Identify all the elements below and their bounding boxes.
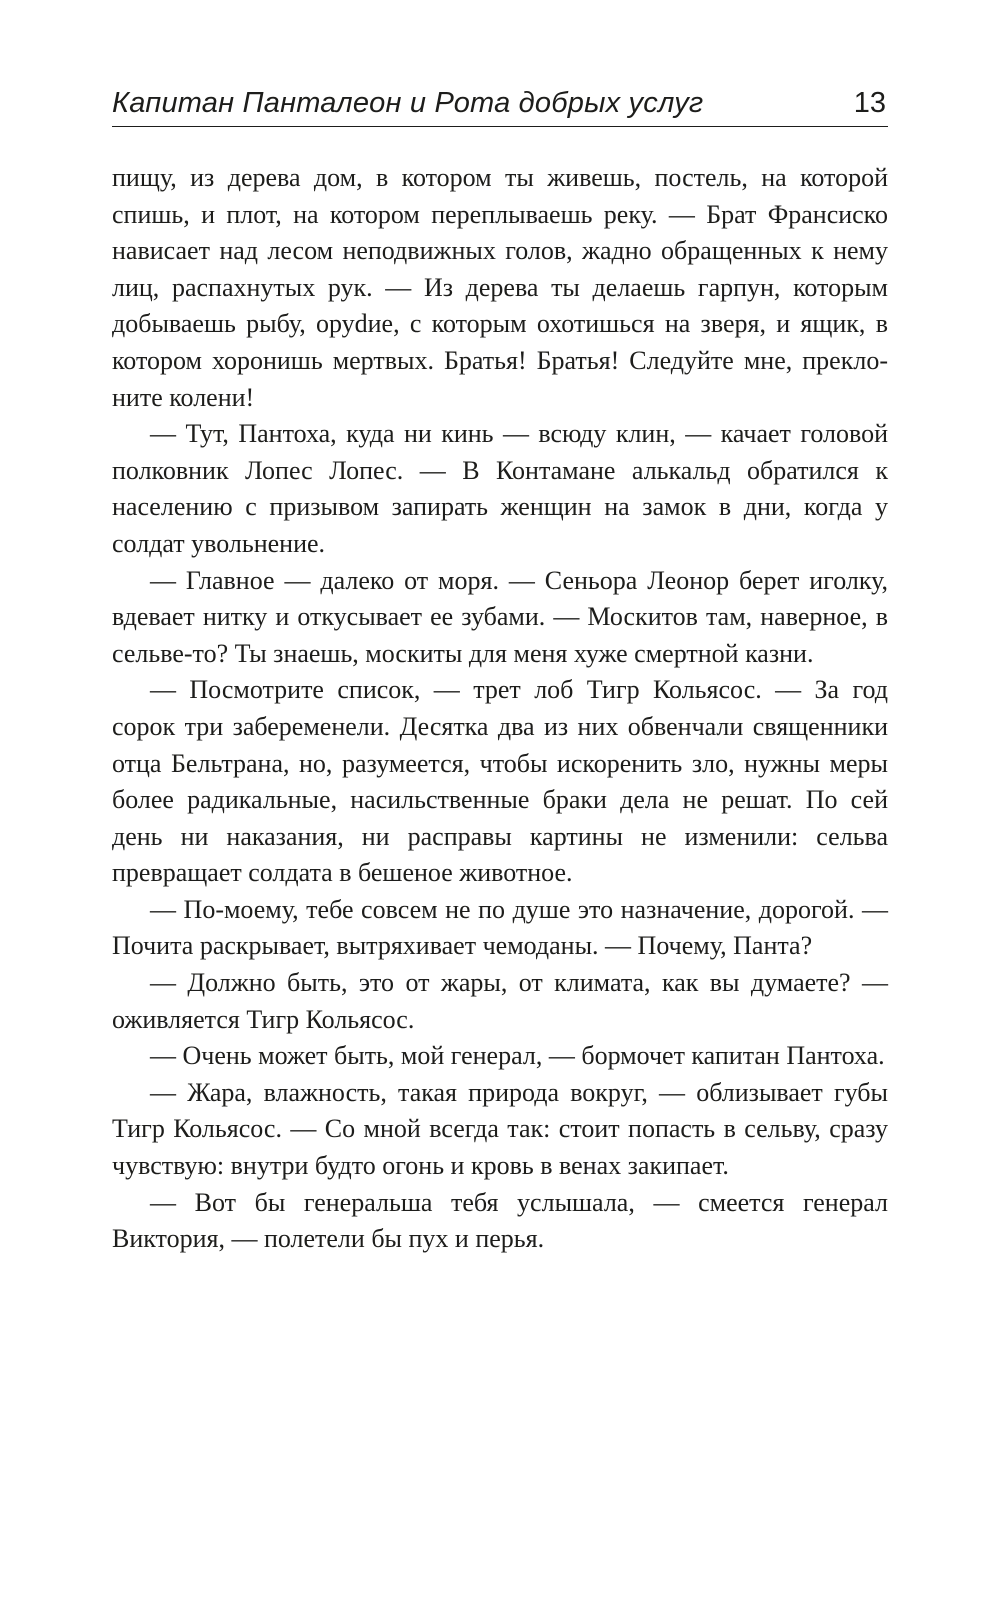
paragraph-9: — Вот бы генеральша тебя услышала, — смеется генерал Виктория, — полетели бы пух и перья. xyxy=(112,1187,888,1254)
running-title: Капитан Панталеон и Рота добрых услуг xyxy=(112,87,704,119)
running-head xyxy=(112,86,888,127)
page-number: 13 xyxy=(853,87,886,119)
paragraph-4: — Посмотрите список, — трет лоб Тигр Кольясос. — За год сорок три забеременели. Десятка два из них обвенчали священники отца Бельтрана, но, разумеется, чтобы искоренить зло, нужны меры более радикальные, насильственные браки дела не решат. По сей день ни наказания, ни расправы картины не изменили: сельва превращает солдата в бешеное животное. xyxy=(112,675,888,888)
paragraph-7: — Очень может быть, мой генерал, — бормочет капитан Пантоха. xyxy=(150,1041,885,1071)
paragraph-2: — Тут, Пантоха, куда ни кинь — всюду клин, — качает головой полковник Лопес Лопес. — В Контамане алькальд обратился к населению с призывом запирать женщин на замок в дни, когда у солдат увольнение. xyxy=(112,419,888,558)
paragraph-8: — Жара, влажность, такая природа вокруг, — облизывает губы Тигр Кольясос. — Со мной всегда так: стоит попасть в сельву, сразу чувствую: внутри будто огонь и кровь в венах закипает. xyxy=(112,1077,888,1181)
body-text xyxy=(112,160,888,1258)
paragraph-3: — Главное — далеко от моря. — Сеньора Леонор берет иголку, вдевает нитку и откусывает ее зубами. — Москитов там, наверное, в сельве-то? Ты знаешь, москиты для меня хуже смертной казни. xyxy=(112,565,888,668)
paragraph-6: — Должно быть, это от жары, от климата, как вы думаете? — оживляется Тигр Кольясос. xyxy=(112,968,888,1034)
paragraph-1: пищу, из дерева дом, в котором ты живешь, постель, на которой спишь, и плот, на котором переплываешь реку. — Брат Франсиско нависает над лесом неподвижных голов, жадно обращенных к нему лиц, распахнутых рук. — Из дерева ты делаешь гарпун, которым добываешь рыбу, оруdие, с которым охотишься на зверя, и ящик, в котором хоронишь мертвых. Братья! Братья! Следуйте мне, преклоните колени! xyxy=(112,163,888,412)
paragraph-5: — По-моему, тебе совсем не по душе это назначение, дорогой. — Почита раскрывает, вытряхивает чемоданы. — Почему, Панта? xyxy=(112,894,888,961)
